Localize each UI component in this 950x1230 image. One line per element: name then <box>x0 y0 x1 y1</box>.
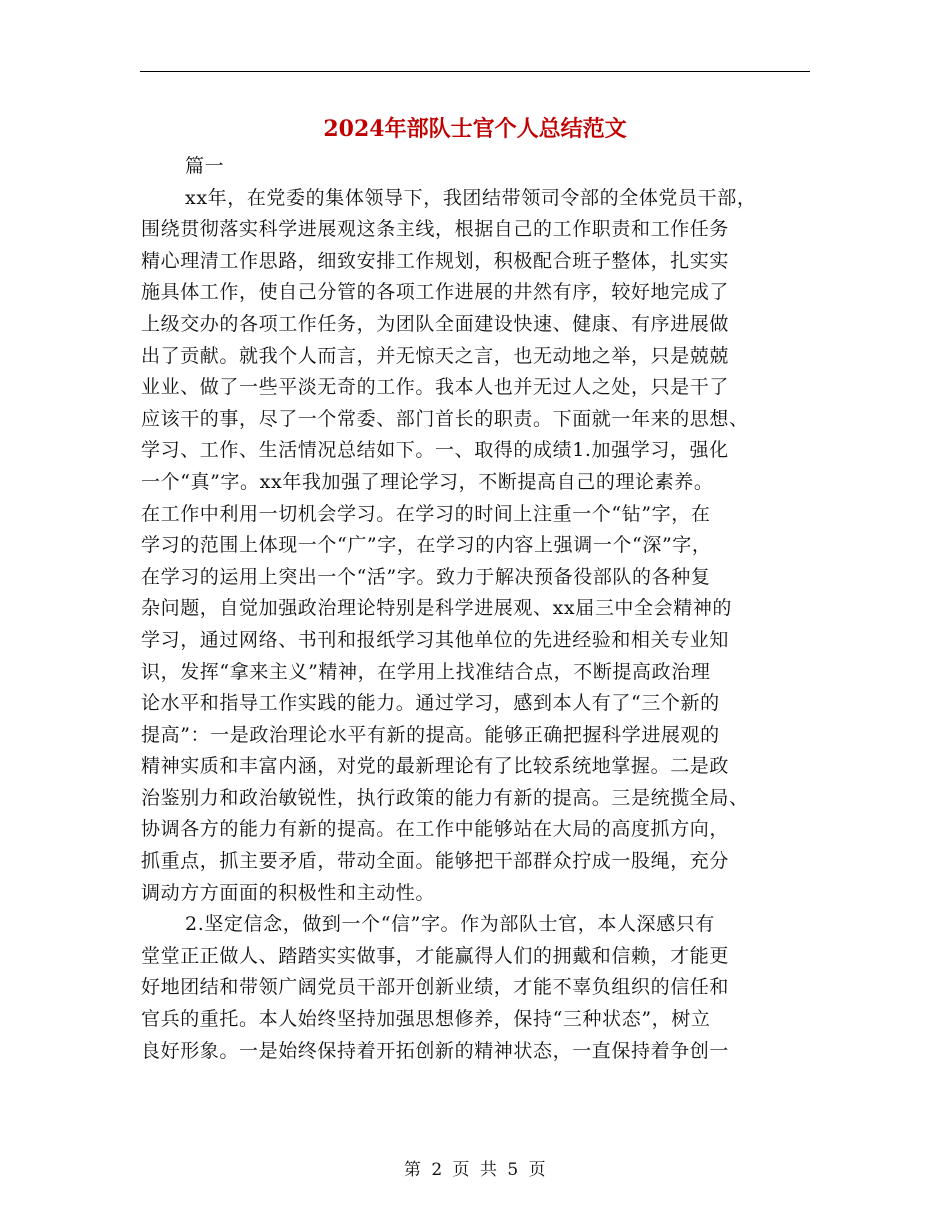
footer-total-unit: 页 <box>528 1160 547 1180</box>
paragraph-line: 杂问题，自觉加强政治理论特别是科学进展观、xx届三中全会精神的 <box>141 597 733 620</box>
paragraph-line: 堂堂正正做人、踏踏实实做事，才能赢得人们的拥戴和信赖，才能更 <box>141 944 730 967</box>
paragraph-line: 精神实质和丰富内涵，对党的最新理论有了比较系统地掌握。二是政 <box>141 755 730 778</box>
paragraph-line: 一个“真”字。xx年我加强了理论学习，不断提高自己的理论素养。 <box>141 470 714 493</box>
paragraph-line: 协调各方的能力有新的提高。在工作中能够站在大局的高度抓方向， <box>141 818 730 841</box>
page-footer <box>0 1155 950 1180</box>
paragraph-line: 学习，通过网络、书刊和报纸学习其他单位的先进经验和相关专业知 <box>141 628 730 651</box>
paragraph-line: 应该干的事，尽了一个常委、部门首长的职责。下面就一年来的思想、 <box>141 407 749 430</box>
paragraph-line: 在学习的运用上突出一个“活”字。致力于解决预备役部队的各种复 <box>141 565 711 588</box>
paragraph-line: 识，发挥“拿来主义”精神，在学用上找准结合点，不断提高政治理 <box>141 660 711 683</box>
paragraph-line: 施具体工作，使自己分管的各项工作进展的井然有序，较好地完成了 <box>141 281 730 304</box>
paragraph-line: 论水平和指导工作实践的能力。通过学习，感到本人有了“三个新的 <box>141 692 720 715</box>
footer-page-label: 第 <box>403 1160 422 1180</box>
footer-total-pages: 5 <box>507 1160 519 1180</box>
paragraph-line: 学习、工作、生活情况总结如下。一、取得的成绩1.加强学习，强化 <box>141 439 729 462</box>
header-rule <box>140 71 810 72</box>
paragraph-line: 调动方方面面的积极性和主动性。 <box>141 881 436 904</box>
paragraph-line: 提高”：一是政治理论水平有新的提高。能够正确把握科学进展观的 <box>141 723 720 746</box>
paragraph-line: 官兵的重托。本人始终坚持加强思想修养，保持“三种状态”，树立 <box>141 1008 711 1031</box>
paragraph-line: 抓重点，抓主要矛盾，带动全面。能够把干部群众拧成一股绳，充分 <box>141 850 730 873</box>
footer-page-number: 2 <box>431 1160 443 1180</box>
paragraph-line: 精心理清工作思路，细致安排工作规划，积极配合班子整体，扎实实 <box>141 249 730 272</box>
paragraph-line: 围绕贯彻落实科学进展观这条主线，根据自己的工作职责和工作任务 <box>141 218 730 241</box>
paragraph-line: 上级交办的各项工作任务，为团队全面建设快速、健康、有序进展做 <box>141 312 730 335</box>
section-heading: 篇一 <box>185 155 225 177</box>
paragraph-line: 学习的范围上体现一个“广”字，在学习的内容上强调一个“深”字， <box>141 534 712 557</box>
footer-page-unit: 页 <box>452 1160 471 1180</box>
paragraph-line: 业业、做了一些平淡无奇的工作。我本人也并无过人之处，只是干了 <box>141 376 730 399</box>
footer-total-label: 共 <box>479 1160 498 1180</box>
paragraph-line: xx年，在党委的集体领导下，我团结带领司令部的全体党员干部， <box>185 186 757 209</box>
document-body <box>141 151 813 1067</box>
paragraph-line: 良好形象。一是始终保持着开拓创新的精神状态，一直保持着争创一 <box>141 1039 730 1062</box>
document-title: 2024年部队士官个人总结范文 <box>323 116 627 142</box>
paragraph-line: 在工作中利用一切机会学习。在学习的时间上注重一个“钻”字，在 <box>141 502 711 525</box>
paragraph-line: 治鉴别力和政治敏锐性，执行政策的能力有新的提高。三是统揽全局、 <box>141 786 749 809</box>
paragraph-line: 出了贡献。就我个人而言，并无惊天之言，也无动地之举，只是兢兢 <box>141 344 730 367</box>
paragraph-line: 2.坚定信念，做到一个“信”字。作为部队士官，本人深感只有 <box>185 913 715 936</box>
paragraph-line: 好地团结和带领广阔党员干部开创新业绩，才能不辜负组织的信任和 <box>141 976 730 999</box>
